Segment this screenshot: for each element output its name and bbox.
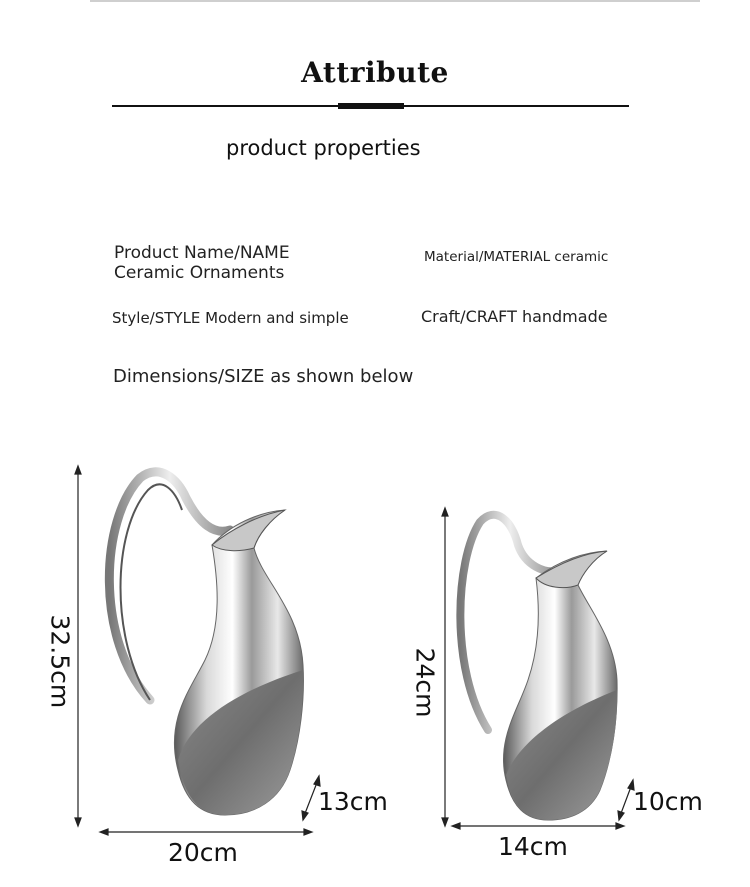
style-property: Style/STYLE Modern and simple	[112, 309, 349, 327]
small-vase-depth-label: 10cm	[633, 787, 703, 816]
small-vase-width-label: 14cm	[498, 832, 568, 861]
large-vase	[109, 472, 303, 815]
large-vase-width-label: 20cm	[168, 838, 238, 867]
material-property: Material/MATERIAL ceramic	[424, 249, 609, 265]
dimensions-property: Dimensions/SIZE as shown below	[113, 366, 414, 387]
small-vase	[460, 515, 617, 820]
small-vase-height-label: 24cm	[410, 647, 440, 718]
product-name-value: Ceramic Ornaments	[114, 263, 285, 283]
large-vase-height-label: 32.5cm	[45, 614, 75, 709]
section-title: Attribute	[301, 56, 449, 89]
section-subtitle: product properties	[226, 136, 421, 160]
large-vase-depth-label: 13cm	[318, 787, 388, 816]
product-name-label: Product Name/NAME	[114, 243, 290, 263]
craft-property: Craft/CRAFT handmade	[421, 307, 608, 326]
